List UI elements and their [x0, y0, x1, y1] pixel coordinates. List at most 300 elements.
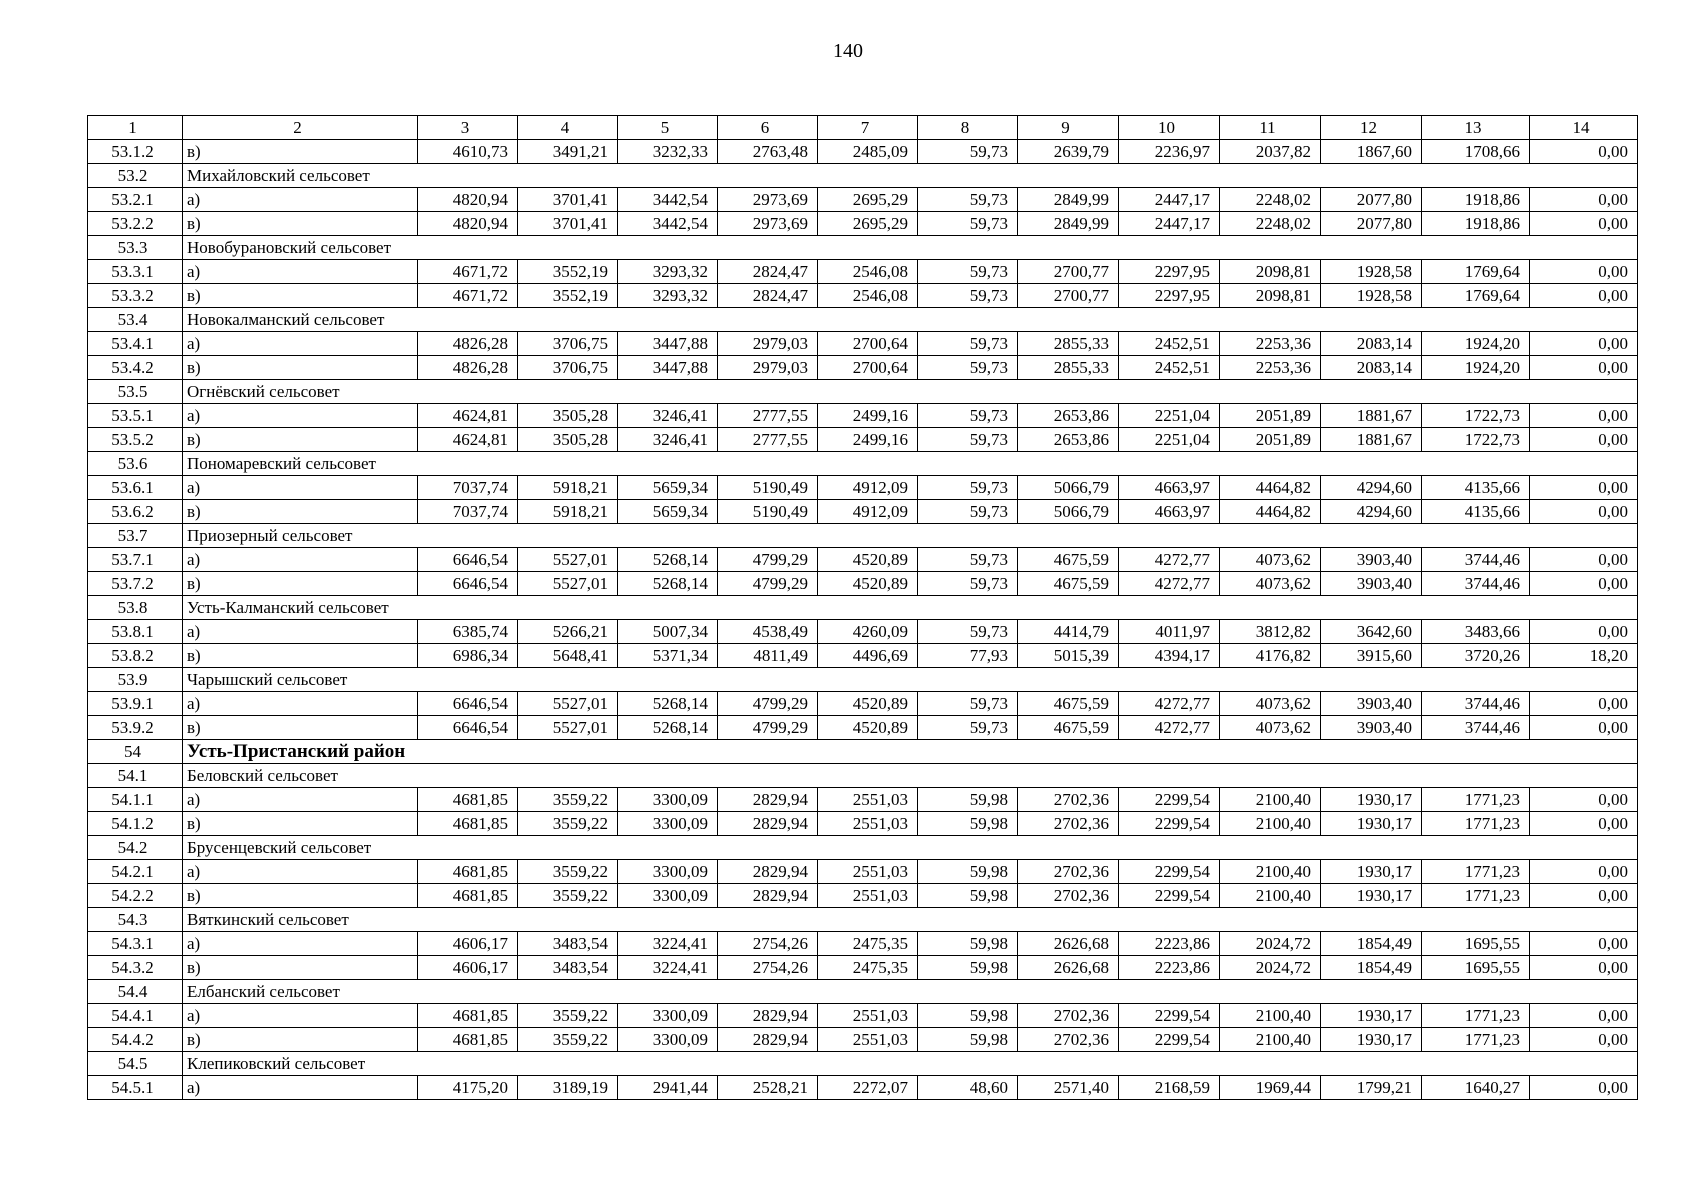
value-cell: 0,00 — [1530, 1028, 1638, 1052]
value-cell: 3559,22 — [518, 812, 618, 836]
value-cell: 4912,09 — [818, 476, 918, 500]
value-cell: 0,00 — [1530, 284, 1638, 308]
row-code-cell: 54.5.1 — [88, 1076, 183, 1100]
value-cell: 4520,89 — [818, 692, 918, 716]
row-code-cell: 54 — [88, 740, 183, 764]
value-cell: 4073,62 — [1220, 548, 1321, 572]
value-cell: 3300,09 — [618, 1028, 718, 1052]
value-cell: 4135,66 — [1422, 500, 1530, 524]
value-cell: 59,98 — [918, 956, 1018, 980]
value-cell: 2475,35 — [818, 956, 918, 980]
value-cell: 5918,21 — [518, 476, 618, 500]
value-cell: 5268,14 — [618, 716, 718, 740]
value-cell: 2754,26 — [718, 956, 818, 980]
value-cell: 0,00 — [1530, 572, 1638, 596]
value-cell: 4135,66 — [1422, 476, 1530, 500]
settlement-heading-row — [88, 236, 1638, 260]
value-cell: 3447,88 — [618, 332, 718, 356]
value-cell: 3491,21 — [518, 140, 618, 164]
value-cell: 5015,39 — [1018, 644, 1119, 668]
value-cell: 5190,49 — [718, 476, 818, 500]
value-cell: 2754,26 — [718, 932, 818, 956]
value-cell: 2824,47 — [718, 260, 818, 284]
row-code-cell: 54.2.1 — [88, 860, 183, 884]
row-code-cell: 54.1.2 — [88, 812, 183, 836]
value-cell: 2083,14 — [1321, 332, 1422, 356]
row-label-cell: а) — [183, 692, 418, 716]
value-cell: 4799,29 — [718, 716, 818, 740]
row-label-cell: в) — [183, 644, 418, 668]
column-number-cell: 9 — [1018, 116, 1119, 140]
value-cell: 2299,54 — [1119, 788, 1220, 812]
value-cell: 1722,73 — [1422, 428, 1530, 452]
value-cell: 3300,09 — [618, 1004, 718, 1028]
row-label-cell: а) — [183, 860, 418, 884]
value-cell: 4520,89 — [818, 572, 918, 596]
value-cell: 59,73 — [918, 716, 1018, 740]
value-cell: 3483,66 — [1422, 620, 1530, 644]
row-label-cell: в) — [183, 428, 418, 452]
value-cell: 3552,19 — [518, 284, 618, 308]
value-cell: 59,73 — [918, 140, 1018, 164]
value-cell: 59,73 — [918, 548, 1018, 572]
value-cell: 77,93 — [918, 644, 1018, 668]
value-cell: 0,00 — [1530, 356, 1638, 380]
settlement-heading-row — [88, 1052, 1638, 1076]
column-number-cell: 2 — [183, 116, 418, 140]
value-cell: 1881,67 — [1321, 428, 1422, 452]
value-cell: 7037,74 — [418, 500, 518, 524]
value-cell: 59,73 — [918, 404, 1018, 428]
table-row — [88, 692, 1638, 716]
value-cell: 2447,17 — [1119, 188, 1220, 212]
value-cell: 1930,17 — [1321, 1028, 1422, 1052]
value-cell: 1930,17 — [1321, 860, 1422, 884]
row-code-cell: 54.1 — [88, 764, 183, 788]
value-cell: 1969,44 — [1220, 1076, 1321, 1100]
value-cell: 5918,21 — [518, 500, 618, 524]
value-cell: 7037,74 — [418, 476, 518, 500]
value-cell: 1769,64 — [1422, 260, 1530, 284]
row-code-cell: 53.7 — [88, 524, 183, 548]
value-cell: 59,73 — [918, 500, 1018, 524]
row-code-cell: 53.3.1 — [88, 260, 183, 284]
value-cell: 2475,35 — [818, 932, 918, 956]
value-cell: 2100,40 — [1220, 1028, 1321, 1052]
value-cell: 2499,16 — [818, 428, 918, 452]
row-label-cell: в) — [183, 572, 418, 596]
row-code-cell: 54.3 — [88, 908, 183, 932]
value-cell: 59,73 — [918, 428, 1018, 452]
value-cell: 5066,79 — [1018, 476, 1119, 500]
row-code-cell: 53.5 — [88, 380, 183, 404]
value-cell: 0,00 — [1530, 932, 1638, 956]
value-cell: 1928,58 — [1321, 284, 1422, 308]
value-cell: 2251,04 — [1119, 428, 1220, 452]
column-number-cell: 4 — [518, 116, 618, 140]
value-cell: 2702,36 — [1018, 884, 1119, 908]
value-cell: 0,00 — [1530, 788, 1638, 812]
value-cell: 5527,01 — [518, 572, 618, 596]
value-cell: 5527,01 — [518, 692, 618, 716]
value-cell: 5371,34 — [618, 644, 718, 668]
value-cell: 0,00 — [1530, 188, 1638, 212]
value-cell: 5066,79 — [1018, 500, 1119, 524]
value-cell: 2299,54 — [1119, 812, 1220, 836]
value-cell: 5268,14 — [618, 548, 718, 572]
value-cell: 5268,14 — [618, 692, 718, 716]
table-row — [88, 884, 1638, 908]
value-cell: 2829,94 — [718, 812, 818, 836]
value-cell: 2849,99 — [1018, 188, 1119, 212]
value-cell: 2248,02 — [1220, 212, 1321, 236]
value-cell: 0,00 — [1530, 884, 1638, 908]
row-label-cell: в) — [183, 812, 418, 836]
value-cell: 2626,68 — [1018, 932, 1119, 956]
settlement-title: Елбанский сельсовет — [183, 980, 1638, 1004]
value-cell: 0,00 — [1530, 860, 1638, 884]
row-code-cell: 53.1.2 — [88, 140, 183, 164]
value-cell: 2973,69 — [718, 188, 818, 212]
value-cell: 2100,40 — [1220, 812, 1321, 836]
value-cell: 3442,54 — [618, 188, 718, 212]
value-cell: 59,98 — [918, 1028, 1018, 1052]
value-cell: 4464,82 — [1220, 476, 1321, 500]
value-cell: 3559,22 — [518, 1004, 618, 1028]
value-cell: 4538,49 — [718, 620, 818, 644]
value-cell: 59,98 — [918, 1004, 1018, 1028]
settlement-heading-row — [88, 524, 1638, 548]
value-cell: 0,00 — [1530, 140, 1638, 164]
row-label-cell: а) — [183, 1004, 418, 1028]
value-cell: 5648,41 — [518, 644, 618, 668]
row-code-cell: 53.8 — [88, 596, 183, 620]
value-cell: 0,00 — [1530, 812, 1638, 836]
district-title: Усть-Пристанский район — [183, 740, 1638, 764]
table-row — [88, 500, 1638, 524]
column-number-cell: 10 — [1119, 116, 1220, 140]
row-code-cell: 53.9 — [88, 668, 183, 692]
value-cell: 3706,75 — [518, 356, 618, 380]
value-cell: 3701,41 — [518, 212, 618, 236]
value-cell: 0,00 — [1530, 1004, 1638, 1028]
value-cell: 59,98 — [918, 788, 1018, 812]
row-code-cell: 53.6 — [88, 452, 183, 476]
table-row — [88, 284, 1638, 308]
value-cell: 2855,33 — [1018, 356, 1119, 380]
row-code-cell: 53.2 — [88, 164, 183, 188]
row-code-cell: 54.1.1 — [88, 788, 183, 812]
value-cell: 2253,36 — [1220, 356, 1321, 380]
value-cell: 59,73 — [918, 332, 1018, 356]
settlement-heading-row — [88, 452, 1638, 476]
value-cell: 2447,17 — [1119, 212, 1220, 236]
row-label-cell: а) — [183, 404, 418, 428]
value-cell: 1867,60 — [1321, 140, 1422, 164]
table-row — [88, 212, 1638, 236]
value-cell: 6646,54 — [418, 692, 518, 716]
value-cell: 3300,09 — [618, 788, 718, 812]
value-cell: 4681,85 — [418, 1028, 518, 1052]
value-cell: 59,98 — [918, 884, 1018, 908]
value-cell: 1771,23 — [1422, 860, 1530, 884]
settlement-heading-row — [88, 308, 1638, 332]
row-label-cell: в) — [183, 884, 418, 908]
value-cell: 2077,80 — [1321, 212, 1422, 236]
settlement-title: Огнёвский сельсовет — [183, 380, 1638, 404]
settlement-heading-row — [88, 164, 1638, 188]
column-number-cell: 7 — [818, 116, 918, 140]
value-cell: 2452,51 — [1119, 332, 1220, 356]
value-cell: 59,73 — [918, 356, 1018, 380]
value-cell: 59,73 — [918, 188, 1018, 212]
value-cell: 4671,72 — [418, 260, 518, 284]
column-number-cell: 6 — [718, 116, 818, 140]
value-cell: 59,98 — [918, 932, 1018, 956]
value-cell: 4272,77 — [1119, 716, 1220, 740]
row-code-cell: 53.4 — [88, 308, 183, 332]
value-cell: 4520,89 — [818, 716, 918, 740]
value-cell: 4799,29 — [718, 692, 818, 716]
value-cell: 59,73 — [918, 476, 1018, 500]
row-code-cell: 53.9.2 — [88, 716, 183, 740]
settlement-heading-row — [88, 908, 1638, 932]
value-cell: 3903,40 — [1321, 692, 1422, 716]
value-cell: 5659,34 — [618, 476, 718, 500]
value-cell: 4610,73 — [418, 140, 518, 164]
value-cell: 3915,60 — [1321, 644, 1422, 668]
value-cell: 3300,09 — [618, 884, 718, 908]
settlement-title: Клепиковский сельсовет — [183, 1052, 1638, 1076]
value-cell: 3483,54 — [518, 956, 618, 980]
value-cell: 4820,94 — [418, 212, 518, 236]
value-cell: 3744,46 — [1422, 692, 1530, 716]
row-label-cell: а) — [183, 788, 418, 812]
value-cell: 2700,64 — [818, 332, 918, 356]
value-cell: 3447,88 — [618, 356, 718, 380]
value-cell: 2695,29 — [818, 188, 918, 212]
value-cell: 3744,46 — [1422, 716, 1530, 740]
value-cell: 2297,95 — [1119, 284, 1220, 308]
value-cell: 2297,95 — [1119, 260, 1220, 284]
value-cell: 3300,09 — [618, 812, 718, 836]
column-number-cell: 3 — [418, 116, 518, 140]
column-number-cell: 1 — [88, 116, 183, 140]
value-cell: 2024,72 — [1220, 932, 1321, 956]
value-cell: 4912,09 — [818, 500, 918, 524]
row-label-cell: а) — [183, 932, 418, 956]
value-cell: 1918,86 — [1422, 212, 1530, 236]
value-cell: 0,00 — [1530, 716, 1638, 740]
value-cell: 2849,99 — [1018, 212, 1119, 236]
value-cell: 4260,09 — [818, 620, 918, 644]
table-row — [88, 332, 1638, 356]
value-cell: 2653,86 — [1018, 428, 1119, 452]
value-cell: 3232,33 — [618, 140, 718, 164]
value-cell: 18,20 — [1530, 644, 1638, 668]
value-cell: 59,73 — [918, 692, 1018, 716]
row-label-cell: в) — [183, 500, 418, 524]
value-cell: 4175,20 — [418, 1076, 518, 1100]
value-cell: 3559,22 — [518, 788, 618, 812]
value-cell: 59,73 — [918, 260, 1018, 284]
value-cell: 2700,64 — [818, 356, 918, 380]
table-row — [88, 956, 1638, 980]
value-cell: 3642,60 — [1321, 620, 1422, 644]
value-cell: 2763,48 — [718, 140, 818, 164]
value-cell: 2037,82 — [1220, 140, 1321, 164]
value-cell: 5527,01 — [518, 716, 618, 740]
value-cell: 4272,77 — [1119, 548, 1220, 572]
table-row — [88, 356, 1638, 380]
value-cell: 2702,36 — [1018, 812, 1119, 836]
value-cell: 4464,82 — [1220, 500, 1321, 524]
value-cell: 1722,73 — [1422, 404, 1530, 428]
value-cell: 2299,54 — [1119, 884, 1220, 908]
value-cell: 4606,17 — [418, 932, 518, 956]
row-code-cell: 53.4.2 — [88, 356, 183, 380]
table-row — [88, 932, 1638, 956]
row-code-cell: 54.3.1 — [88, 932, 183, 956]
value-cell: 2702,36 — [1018, 1028, 1119, 1052]
value-cell: 4394,17 — [1119, 644, 1220, 668]
value-cell: 3903,40 — [1321, 716, 1422, 740]
value-cell: 3246,41 — [618, 404, 718, 428]
row-code-cell: 53.2.1 — [88, 188, 183, 212]
column-number-cell: 5 — [618, 116, 718, 140]
column-number-cell: 12 — [1321, 116, 1422, 140]
value-cell: 4820,94 — [418, 188, 518, 212]
value-cell: 5007,34 — [618, 620, 718, 644]
settlement-title: Новокалманский сельсовет — [183, 308, 1638, 332]
value-cell: 2855,33 — [1018, 332, 1119, 356]
value-cell: 2248,02 — [1220, 188, 1321, 212]
column-number-row — [88, 116, 1638, 140]
value-cell: 3903,40 — [1321, 548, 1422, 572]
value-cell: 4799,29 — [718, 548, 818, 572]
row-label-cell: в) — [183, 140, 418, 164]
row-label-cell: в) — [183, 212, 418, 236]
row-label-cell: а) — [183, 1076, 418, 1100]
value-cell: 4681,85 — [418, 860, 518, 884]
value-cell: 2299,54 — [1119, 860, 1220, 884]
value-cell: 4663,97 — [1119, 500, 1220, 524]
settlement-heading-row — [88, 380, 1638, 404]
row-label-cell: в) — [183, 956, 418, 980]
value-cell: 2485,09 — [818, 140, 918, 164]
row-label-cell: а) — [183, 188, 418, 212]
row-code-cell: 54.5 — [88, 1052, 183, 1076]
value-cell: 2700,77 — [1018, 260, 1119, 284]
value-cell: 1854,49 — [1321, 932, 1422, 956]
table-row — [88, 140, 1638, 164]
row-label-cell: в) — [183, 284, 418, 308]
value-cell: 2829,94 — [718, 788, 818, 812]
value-cell: 4681,85 — [418, 812, 518, 836]
value-cell: 0,00 — [1530, 332, 1638, 356]
value-cell: 2100,40 — [1220, 788, 1321, 812]
value-cell: 5266,21 — [518, 620, 618, 644]
row-code-cell: 53.4.1 — [88, 332, 183, 356]
value-cell: 1930,17 — [1321, 812, 1422, 836]
value-cell: 4011,97 — [1119, 620, 1220, 644]
value-cell: 4681,85 — [418, 884, 518, 908]
value-cell: 2551,03 — [818, 884, 918, 908]
settlement-heading-row — [88, 668, 1638, 692]
value-cell: 1695,55 — [1422, 932, 1530, 956]
value-cell: 1771,23 — [1422, 788, 1530, 812]
value-cell: 2100,40 — [1220, 860, 1321, 884]
value-cell: 6646,54 — [418, 548, 518, 572]
value-cell: 2253,36 — [1220, 332, 1321, 356]
table-row — [88, 548, 1638, 572]
row-label-cell: а) — [183, 620, 418, 644]
value-cell: 0,00 — [1530, 428, 1638, 452]
table-row — [88, 1028, 1638, 1052]
value-cell: 2829,94 — [718, 1028, 818, 1052]
value-cell: 2551,03 — [818, 860, 918, 884]
value-cell: 2499,16 — [818, 404, 918, 428]
value-cell: 2653,86 — [1018, 404, 1119, 428]
row-label-cell: в) — [183, 356, 418, 380]
value-cell: 0,00 — [1530, 212, 1638, 236]
value-cell: 4272,77 — [1119, 692, 1220, 716]
value-cell: 4681,85 — [418, 1004, 518, 1028]
settlement-title: Приозерный сельсовет — [183, 524, 1638, 548]
value-cell: 2702,36 — [1018, 860, 1119, 884]
row-code-cell: 53.9.1 — [88, 692, 183, 716]
value-cell: 4496,69 — [818, 644, 918, 668]
value-cell: 1771,23 — [1422, 1004, 1530, 1028]
column-number-cell: 11 — [1220, 116, 1321, 140]
table-body — [88, 116, 1638, 1100]
value-cell: 5659,34 — [618, 500, 718, 524]
value-cell: 3300,09 — [618, 860, 718, 884]
value-cell: 4675,59 — [1018, 692, 1119, 716]
value-cell: 3744,46 — [1422, 548, 1530, 572]
value-cell: 6646,54 — [418, 716, 518, 740]
table-row — [88, 260, 1638, 284]
settlement-title: Пономаревский сельсовет — [183, 452, 1638, 476]
value-cell: 3720,26 — [1422, 644, 1530, 668]
value-cell: 2824,47 — [718, 284, 818, 308]
row-code-cell: 54.4 — [88, 980, 183, 1004]
value-cell: 3559,22 — [518, 884, 618, 908]
value-cell: 4414,79 — [1018, 620, 1119, 644]
value-cell: 2777,55 — [718, 428, 818, 452]
value-cell: 2551,03 — [818, 1028, 918, 1052]
row-label-cell: в) — [183, 716, 418, 740]
value-cell: 4826,28 — [418, 332, 518, 356]
value-cell: 1930,17 — [1321, 788, 1422, 812]
value-cell: 1640,27 — [1422, 1076, 1530, 1100]
value-cell: 1708,66 — [1422, 140, 1530, 164]
value-cell: 2979,03 — [718, 332, 818, 356]
value-cell: 3505,28 — [518, 428, 618, 452]
value-cell: 4663,97 — [1119, 476, 1220, 500]
value-cell: 3224,41 — [618, 932, 718, 956]
table-row — [88, 620, 1638, 644]
value-cell: 2528,21 — [718, 1076, 818, 1100]
value-cell: 3293,32 — [618, 284, 718, 308]
value-cell: 0,00 — [1530, 476, 1638, 500]
settlement-title: Вяткинский сельсовет — [183, 908, 1638, 932]
value-cell: 3552,19 — [518, 260, 618, 284]
row-code-cell: 53.7.1 — [88, 548, 183, 572]
value-cell: 5527,01 — [518, 548, 618, 572]
table-row — [88, 1004, 1638, 1028]
row-code-cell: 54.2 — [88, 836, 183, 860]
